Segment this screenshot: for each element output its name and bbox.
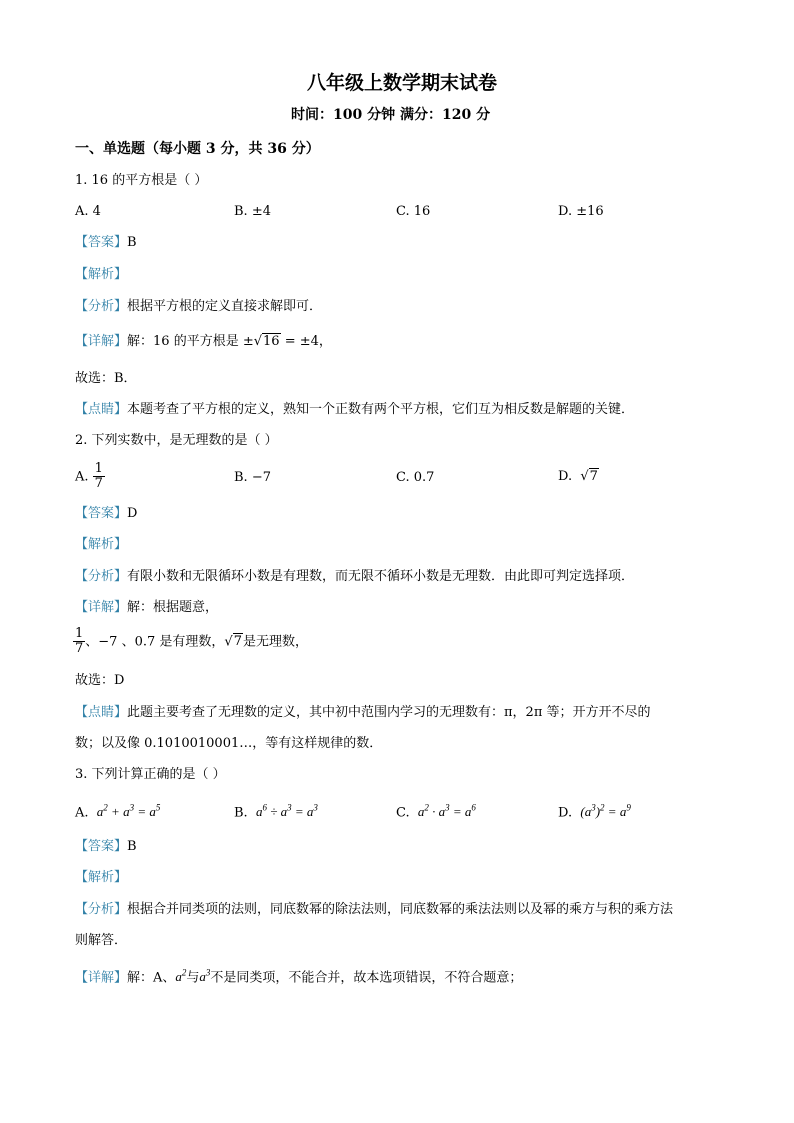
q2-fenxi-line	[75, 570, 634, 583]
q3-option-b-expression: $a^6 \div a^3 = a^3$	[255, 803, 318, 820]
q2-answer-line	[75, 507, 137, 520]
q1-dianjing: 本题考查了平方根的定义，熟知一个正数有两个平方根，它们互为相反数是解题的关键．	[127, 402, 635, 417]
q3-fenxi-1: 根据合并同类项的法则，同底数幂的除法法则，同底数幂的乘法法则以及幂的乘方与积的乘方法	[127, 902, 674, 917]
q3-analysis-tag: 【解析】	[75, 870, 128, 885]
q2-detail-rational-list: 、−7 、0.7 是有理数，	[85, 634, 225, 650]
sqrt-symbol-icon: √	[580, 469, 589, 484]
q1-answer: B	[127, 235, 137, 250]
fraction-denominator: 7	[94, 476, 103, 492]
q2-option-b: B. −7	[234, 470, 271, 485]
q1-option-c: C. 16	[396, 204, 431, 219]
q3-option-b-letter: B.	[234, 805, 248, 821]
q2-detail-radicand: 7	[233, 634, 242, 650]
q3-answer: B	[127, 839, 137, 854]
q3-term-a2: $a^2$	[175, 968, 187, 985]
q2-dianjing-line-2: 数；以及像 0.1010010001…，等有这样规律的数．	[75, 736, 383, 751]
q3-term-a3: $a^3$	[199, 968, 211, 985]
q3-fenxi-line-2: 则解答．	[75, 933, 128, 948]
q3-option-d-letter: D.	[558, 805, 573, 821]
q1-fenxi: 根据平方根的定义直接求解即可．	[127, 299, 323, 314]
q2-dianjing-line-1	[75, 706, 651, 719]
q3-answer-line	[75, 840, 137, 853]
fraction-denominator: 7	[75, 641, 84, 657]
q2-fenxi: 有限小数和无限循环小数是有理数，而无限不循环小数是无理数．由此即可判定选择项．	[127, 569, 635, 584]
q1-fenxi-line	[75, 300, 322, 313]
q1-choose: 故选：B．	[75, 371, 137, 386]
q2-option-d-radicand: 7	[589, 469, 598, 484]
fenxi-tag: 【分析】	[75, 902, 128, 917]
q3-option-a-letter: A.	[75, 805, 89, 821]
q1-analysis-tag: 【解析】	[75, 267, 128, 282]
q2-option-a-letter: A.	[75, 469, 89, 485]
q2-option-c: C. 0.7	[396, 470, 435, 485]
answer-tag: 【答案】	[75, 235, 128, 250]
q3-option-c-letter: C.	[396, 805, 410, 821]
section-heading: 一、单选题（每小题 3 分，共 36 分）	[75, 141, 320, 157]
xiangjie-tag: 【详解】	[75, 970, 128, 986]
q1-dianjing-line	[75, 403, 634, 416]
q3-option-a-expression: $a^2 + a^3 = a^5$	[96, 803, 161, 820]
q2-dianjing-1: 此题主要考查了无理数的定义，其中初中范围内学习的无理数有：π，2π 等；开方开不尽的	[127, 705, 651, 720]
q1-detail-radicand: 16	[263, 334, 280, 349]
q3-detail-post: 不是同类项，不能合并，故本选项错误，不符合题意；	[210, 970, 523, 986]
q3-option-c-expression: $a^2 \cdot a^3 = a^6$	[417, 803, 476, 820]
q3-detail-line	[75, 969, 522, 984]
q3-option-c	[396, 804, 476, 819]
q2-detail-line-2	[73, 627, 308, 657]
q1-option-d: D. ±16	[558, 204, 604, 219]
fraction-numerator: 1	[94, 461, 103, 476]
q1-detail-post: = ±4，	[280, 334, 332, 349]
q2-detail: 解：根据题意，	[127, 600, 219, 615]
q2-option-a	[75, 462, 105, 492]
q3-detail-pre: 解：A、	[127, 970, 176, 986]
q2-option-d	[558, 470, 599, 483]
q1-answer-line	[75, 236, 137, 249]
fraction-one-seventh	[93, 462, 105, 492]
fraction-numerator: 1	[75, 626, 84, 641]
question-2-stem: 2. 下列实数中，是无理数的是（ ）	[75, 433, 278, 448]
q3-option-d-expression: $(a^3)^2 = a^9$	[580, 803, 631, 820]
question-3-stem: 3. 下列计算正确的是（ ）	[75, 767, 226, 782]
page-title: 八年级上数学期末试卷	[307, 72, 498, 94]
fenxi-tag: 【分析】	[75, 569, 128, 584]
answer-tag: 【答案】	[75, 506, 128, 521]
q1-detail-line	[75, 335, 332, 348]
dianjing-tag: 【点睛】	[75, 402, 128, 417]
answer-tag: 【答案】	[75, 839, 128, 854]
sqrt-symbol-icon: √	[253, 334, 263, 349]
q2-analysis-tag: 【解析】	[75, 537, 128, 552]
q2-detail-line	[75, 601, 218, 614]
q3-fenxi-line-1	[75, 903, 673, 916]
xiangjie-tag: 【详解】	[75, 334, 128, 349]
q3-option-d	[558, 804, 631, 819]
q3-option-b	[234, 804, 318, 819]
q1-option-b: B. ±4	[234, 204, 271, 219]
fraction-one-seventh	[73, 627, 85, 657]
fenxi-tag: 【分析】	[75, 299, 128, 314]
q2-choose: 故选：D	[75, 673, 125, 688]
sqrt-symbol-icon: √	[224, 634, 233, 650]
q3-option-a	[75, 804, 160, 819]
q2-answer: D	[127, 506, 138, 521]
question-1-stem: 1. 16 的平方根是（ ）	[75, 173, 208, 188]
page-subtitle: 时间：100 分钟 满分：120 分	[291, 107, 491, 123]
dianjing-tag: 【点睛】	[75, 705, 128, 720]
xiangjie-tag: 【详解】	[75, 600, 128, 615]
q1-detail-pre: 解：16 的平方根是 ±	[127, 334, 254, 349]
q1-option-a: A. 4	[75, 204, 101, 219]
q2-detail-irrational: 是无理数，	[242, 634, 308, 650]
q2-option-d-letter: D.	[558, 469, 573, 484]
q3-detail-mid: 与	[186, 970, 200, 986]
